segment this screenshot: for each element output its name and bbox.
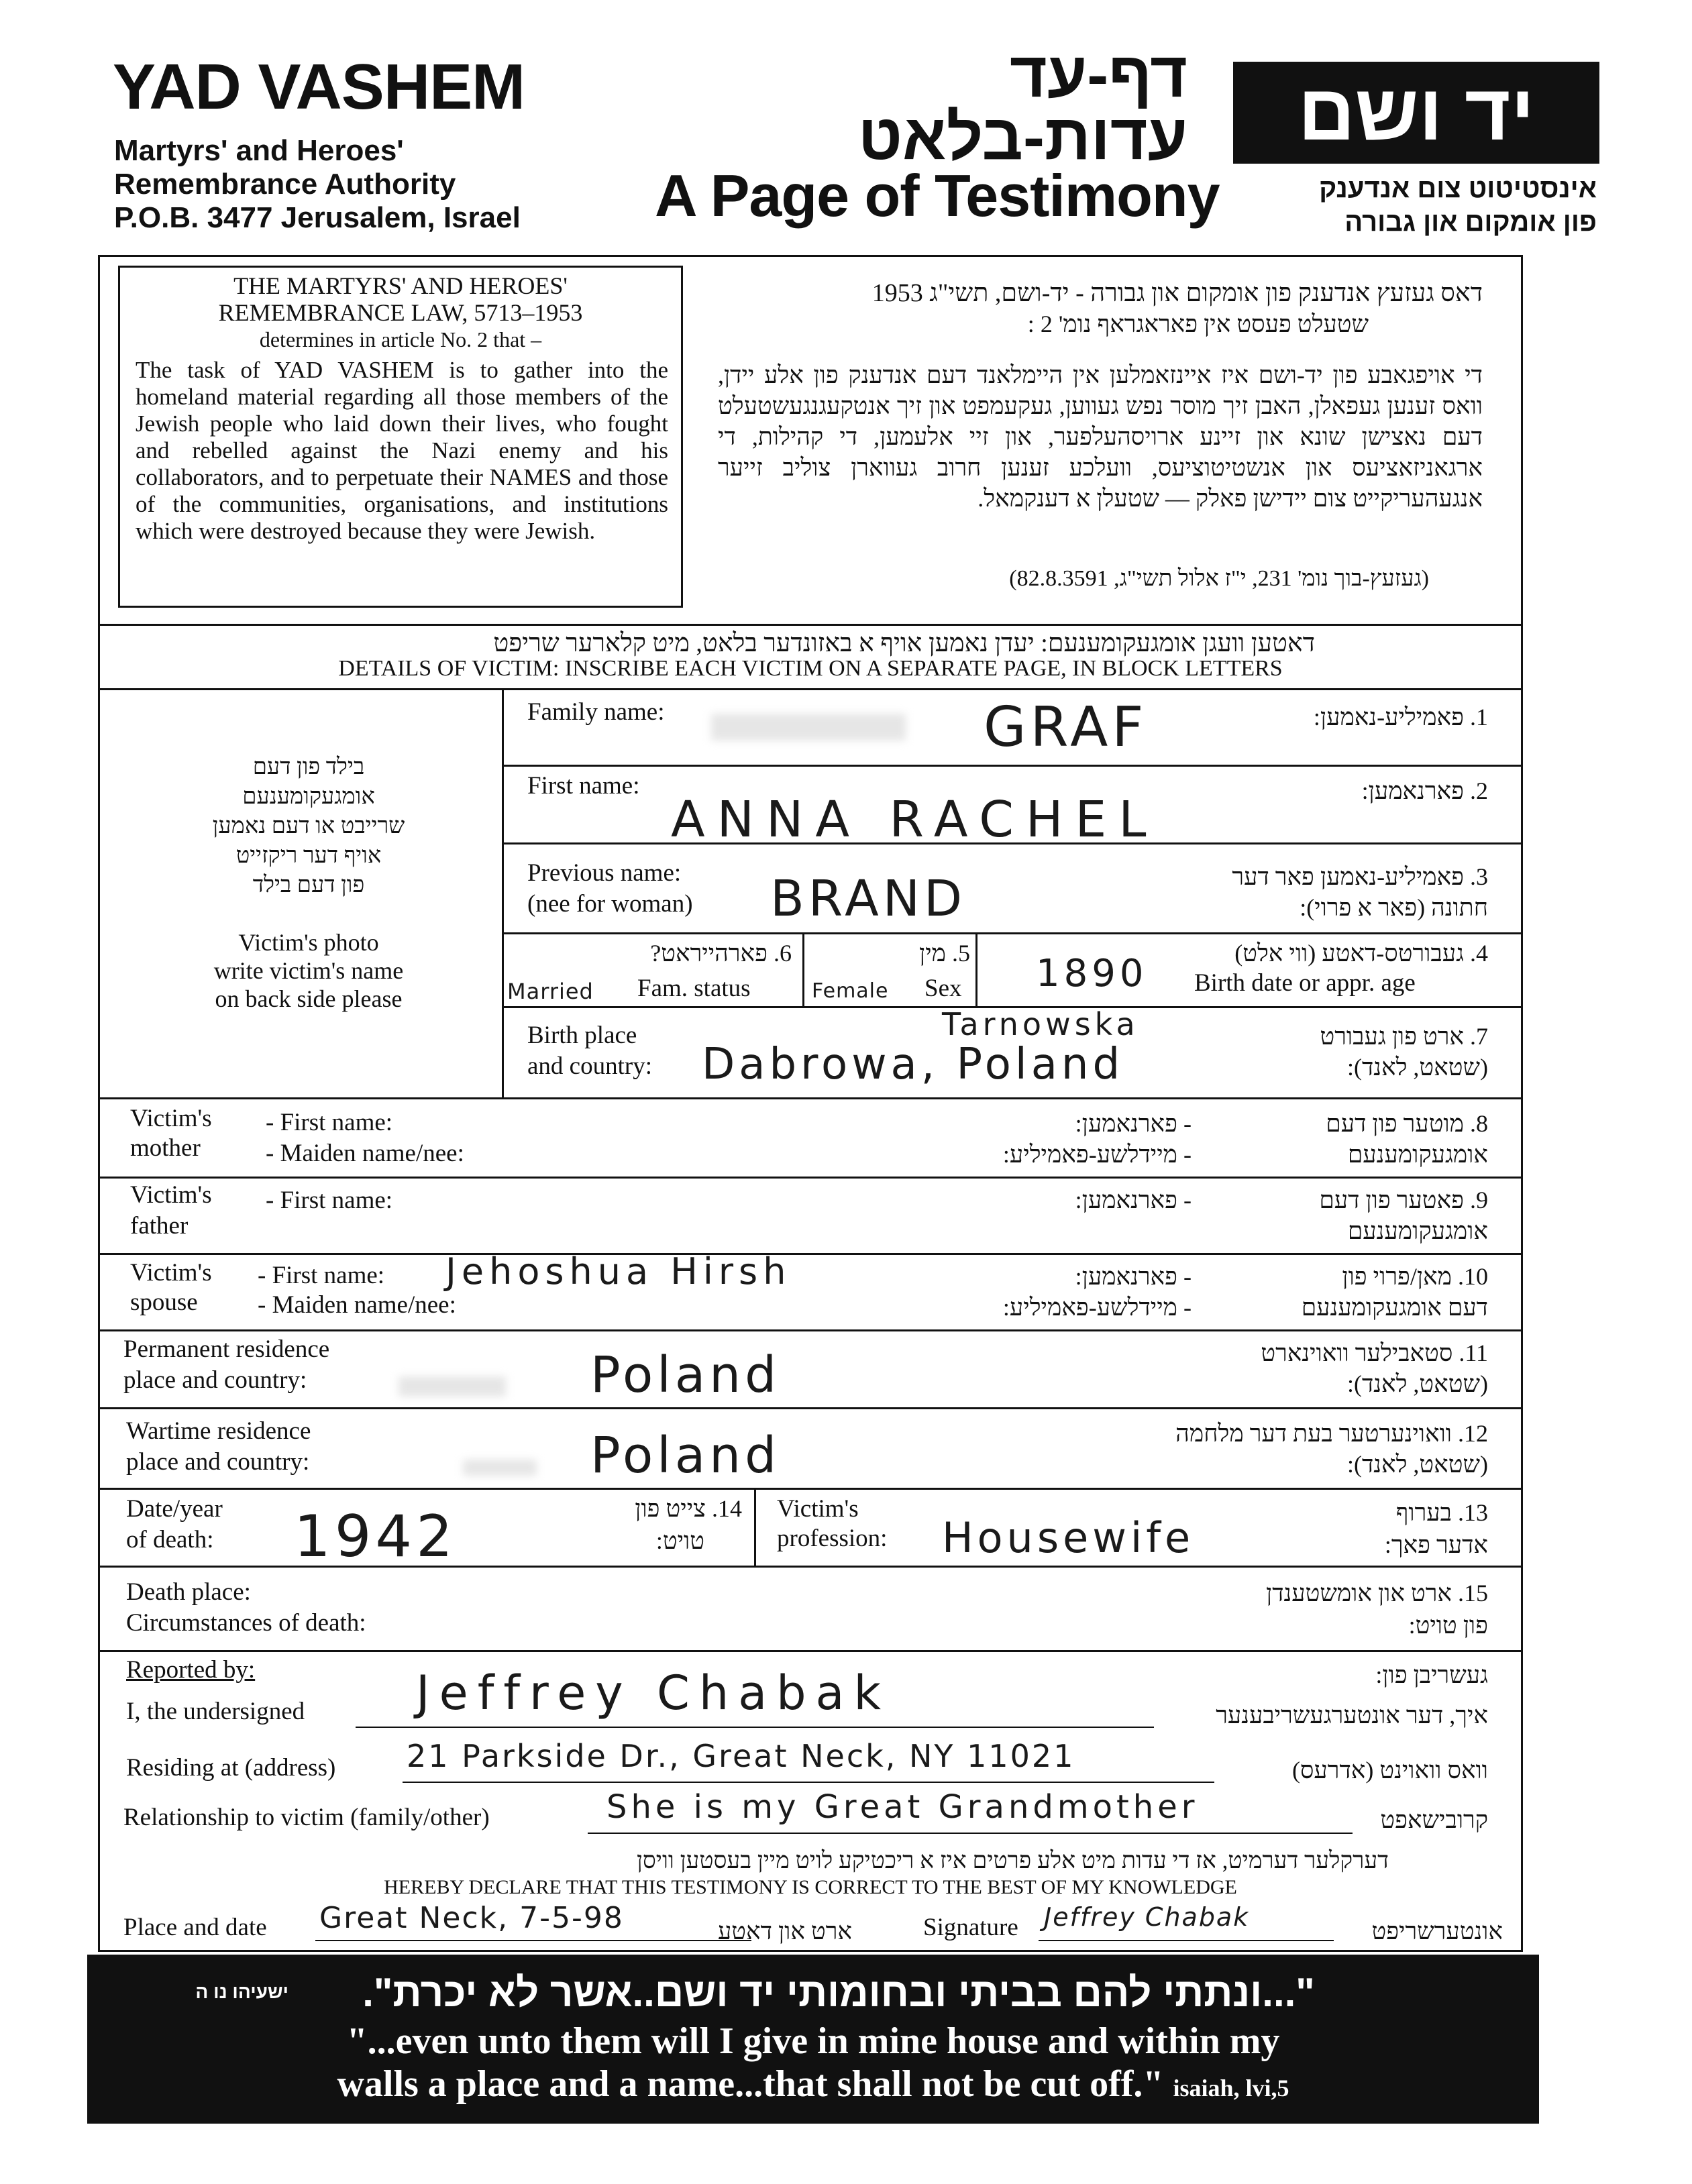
family-name-label-yi: 1. פאמיליע-נאמען: [1313, 704, 1488, 730]
verse-en-1: "...even unto them will I give in mine house and within my [346, 2020, 1280, 2062]
spouse-first-value[interactable]: Jehoshua Hirsh [445, 1250, 792, 1293]
death-date-label-2: of death: [126, 1526, 214, 1553]
mother-num-yi-2: אומגעקומענעם [1347, 1141, 1488, 1168]
father-first-label-yi: - פארנאמען: [1075, 1187, 1192, 1213]
wartime-residence-value[interactable]: Poland [590, 1427, 781, 1484]
details-heading-en: DETAILS OF VICTIM: INSCRIBE EACH VICTIM ON A SEPARATE PAGE, IN BLOCK LETTERS [338, 656, 1283, 681]
law-yiddish-body: די אויפגאבע פון יד-ושם איז איינזאמלען אין היימלאנד דעם אנדענק פון אלע יידן, וואס זענען געפאלן, האבן זיך מוסר נפש געווען, געקעמפט און זיך אנטקעגנגעשטעלט דעם נאצישן שונא און זיינע ארויסהעלפער, און זיי אלעמען, די קהילות, די ארגאניזאציעס און אנשטיטוציעס, וועלכע זענען חרוב געווארן צוליב זייער אנגעהעריקייט צום יידישן פאלק — שטעלן א דענקמאל. [718, 362, 1483, 512]
previous-name-label-yi-1: 3. פאמיליע-נאמען פאר דער [1232, 863, 1488, 890]
photo-yi-line-2: אומגעקומענעם [242, 784, 375, 809]
law-yiddish-ref: (געזעץ-בוך נומ' 231, י"ז אלול תשי"ג, 82.8.3591) [1009, 566, 1429, 591]
logo-sub-2: פון אומקום און גבורה [1344, 207, 1597, 237]
row-rule-2 [502, 842, 1523, 844]
family-name-value[interactable]: GRAF [984, 696, 1148, 759]
declaration-yi: דערקלער דערמיט, אז די עדות מיט אלע פרטים איז א ריכטיקע לויט מיין בעסטען וויסן [636, 1847, 1389, 1873]
birth-date-label-yi: 4. געבורטס-דאטע (ווי אלט) [1234, 940, 1488, 967]
spouse-first-label: - First name: [258, 1262, 385, 1289]
row-rule-5 [98, 1097, 1523, 1099]
photo-divider [502, 688, 504, 1097]
death-date-label-1: Date/year [126, 1495, 223, 1523]
yad-vashem-logo [1233, 62, 1599, 164]
mother-first-label: - First name: [266, 1109, 393, 1136]
family-name-label: Family name: [527, 698, 665, 726]
row-rule-10 [98, 1488, 1523, 1490]
address-label-yi: וואס וואוינט (אדרעס) [1291, 1757, 1488, 1784]
father-num-yi-2: אומגעקומענעם [1347, 1217, 1488, 1244]
signature-value[interactable]: Jeffrey Chabak [1044, 1902, 1250, 1932]
death-place-label-2: Circumstances of death: [126, 1609, 366, 1637]
first-name-value[interactable]: ANNA RACHEL [671, 791, 1159, 849]
row-rule-8 [98, 1329, 1523, 1331]
photo-instructions-yi [134, 753, 483, 900]
wartime-residence-label-2: place and country: [126, 1448, 310, 1476]
profession-label-2: profession: [777, 1525, 888, 1552]
previous-name-value[interactable]: BRAND [770, 870, 967, 928]
first-name-label: First name: [527, 772, 640, 800]
birth-place-label-2: and country: [527, 1052, 652, 1080]
law-yiddish-title-2: שטעלט פעסט אין פאראגראף נומ' 2 : [1027, 311, 1369, 337]
place-date-label: Place and date [123, 1914, 267, 1941]
photo-yi-line-3: שרייבט או דעם נאמען [212, 814, 405, 838]
spouse-num-yi-2: דעם אומגעקומענעם [1301, 1294, 1488, 1321]
title-yiddish-2: עדות-בלאט [857, 101, 1187, 173]
address-label: Residing at (address) [126, 1754, 336, 1782]
father-title-2: father [130, 1212, 189, 1240]
permanent-residence-label-yi-2: (שטאט, לאנד): [1346, 1370, 1488, 1397]
relationship-value[interactable]: She is my Great Grandmother [606, 1788, 1199, 1826]
profession-value[interactable]: Housewife [942, 1513, 1195, 1562]
row-rule-7 [98, 1253, 1523, 1255]
relationship-label: Relationship to victim (family/other) [123, 1804, 490, 1831]
previous-name-label-yi-2: חתונה (פאר א פרוי): [1300, 894, 1488, 921]
mother-maiden-label-yi: - מיידלשע-פאמיליע: [1002, 1141, 1192, 1168]
col-rule-c [754, 1488, 756, 1566]
details-top-rule [98, 624, 1523, 626]
signature-line [1039, 1940, 1334, 1941]
place-date-value[interactable]: Great Neck, 7-5-98 [319, 1901, 624, 1935]
redacted-wartime-place [463, 1460, 537, 1476]
father-num-yi-1: 9. פאטער פון דעם [1319, 1187, 1488, 1213]
father-first-label: - First name: [266, 1187, 393, 1214]
birth-date-label: Birth date or appr. age [1194, 969, 1416, 997]
wartime-residence-label-1: Wartime residence [126, 1417, 311, 1445]
law-yiddish-title-1: דאס געזעץ אנדענק פון אומקום און גבורה - יד-ושם, תשי"ג 1953 [871, 279, 1483, 307]
mother-maiden-label: - Maiden name/nee: [266, 1140, 464, 1167]
spouse-num-yi-1: 10. מאן/פרוי פון [1342, 1263, 1488, 1290]
reported-by-title: Reported by: [126, 1656, 256, 1684]
death-date-label-yi-1: 14. צייט פון [635, 1495, 742, 1522]
verse-ref-he: ישעיהו נו ה [195, 1981, 288, 2002]
logo-sub-1: אינסטיטוט צום אנדענק [1319, 174, 1597, 203]
law-english-title-2: REMEMBRANCE LAW, 5713–1953 [218, 299, 583, 326]
law-english-title-1: THE MARTYRS' AND HEROES' [233, 272, 568, 299]
permanent-residence-label-1: Permanent residence [123, 1335, 330, 1363]
spouse-title-1: Victim's [130, 1259, 212, 1287]
title-yiddish-1: דף-עד [1010, 39, 1187, 111]
fam-status-value[interactable]: Married [507, 979, 594, 1004]
redacted-permanent-place [399, 1376, 506, 1397]
row-rule-9 [98, 1407, 1523, 1409]
spouse-first-label-yi: - פארנאמען: [1075, 1263, 1192, 1290]
spouse-title-2: spouse [130, 1289, 198, 1316]
address-line [403, 1782, 1214, 1783]
row-rule-6 [98, 1177, 1523, 1179]
photo-yi-line-5: פון דעם בילד [252, 873, 365, 897]
undersigned-label-yi: איך, דער אונטערגעשריבענער [1216, 1702, 1488, 1729]
logo-text: יד ושם [1298, 68, 1535, 157]
death-date-value[interactable]: 1942 [294, 1503, 457, 1570]
undersigned-value[interactable]: Jeffrey Chabak [416, 1666, 890, 1721]
org-line-2: Remembrance Authority [114, 168, 456, 201]
footer-verse-band [87, 1955, 1539, 2124]
permanent-residence-label-2: place and country: [123, 1366, 307, 1394]
death-place-label-yi-2: פון טויט: [1408, 1612, 1488, 1639]
reported-by-title-yi: געשריבן פון: [1375, 1661, 1488, 1688]
mother-title-1: Victim's [130, 1105, 212, 1132]
mother-first-label-yi: - פארנאמען: [1075, 1110, 1192, 1137]
law-english-body: The task of YAD VASHEM is to gather into the homeland material regarding all those members of the Jewish people who laid down their lives, who fought and rebelled against the Nazi enemy and his collaborators, and to perpetuate their NAMES and those of the communities, organisations, and institutions which were destroyed because they were Jewish. [136, 357, 668, 544]
father-title-1: Victim's [130, 1181, 212, 1209]
law-english-title-3: determines in article No. 2 that – [259, 327, 542, 351]
first-name-label-yi: 2. פארנאמען: [1361, 777, 1488, 804]
birth-place-insert[interactable]: Tarnowska [942, 1006, 1139, 1042]
spouse-maiden-label: - Maiden name/nee: [258, 1291, 456, 1319]
details-bottom-rule [98, 688, 1523, 690]
death-place-label-1: Death place: [126, 1578, 251, 1606]
mother-num-yi-1: 8. מוטער פון דעם [1326, 1110, 1488, 1137]
profession-label-yi-1: 13. בערוף [1395, 1499, 1488, 1526]
undersigned-line [356, 1727, 1154, 1728]
photo-yi-line-1: בילד פון דעם [252, 755, 365, 779]
sex-value[interactable]: Female [812, 979, 889, 1003]
verse-en-2 [87, 2062, 1539, 2110]
title-english: A Page of Testimony [655, 162, 1220, 229]
place-date-label-yi: ארט און דאטע [717, 1918, 852, 1945]
mother-title-2: mother [130, 1134, 201, 1162]
signature-label-yi: אונטערשריפט [1371, 1918, 1503, 1945]
signature-label: Signature [923, 1914, 1018, 1941]
wartime-residence-label-yi-2: (שטאט, לאנד): [1346, 1451, 1488, 1478]
photo-en-line-2: write victim's name [213, 957, 404, 984]
relationship-label-yi: קרובישאפט [1380, 1806, 1488, 1833]
previous-name-label-1: Previous name: [527, 859, 682, 887]
fam-status-label-yi: 6. פארהייראט? [650, 940, 792, 967]
org-line-3: P.O.B. 3477 Jerusalem, Israel [114, 201, 521, 234]
verse-he: "...ונתתי להם בביתי ובחומותי יד ושם..אשר לא יכרת". [362, 1970, 1315, 2015]
birth-place-label-yi-1: 7. ארט פון געבורט [1320, 1023, 1488, 1050]
death-date-label-yi-2: טויט: [655, 1527, 704, 1554]
org-name: YAD VASHEM [113, 51, 525, 123]
undersigned-label: I, the undersigned [126, 1698, 305, 1725]
photo-en-line-1: Victim's photo [238, 929, 379, 956]
row-rule-12 [98, 1650, 1523, 1652]
permanent-residence-label-yi-1: 11. סטאבילער וואוינארט [1261, 1340, 1488, 1366]
declaration-en: HEREBY DECLARE THAT THIS TESTIMONY IS CORRECT TO THE BEST OF MY KNOWLEDGE [384, 1876, 1237, 1898]
row-rule-11 [98, 1566, 1523, 1568]
spouse-maiden-label-yi: - מיידלשע-פאמיליע: [1002, 1294, 1192, 1321]
org-line-1: Martyrs' and Heroes' [114, 134, 404, 167]
permanent-residence-value[interactable]: Poland [590, 1346, 781, 1404]
details-heading-yi: דאטען וועגן אומגעקומענעם: יעדן נאמען אויף א באזונדער בלאט, מיט קלארער שריפט [493, 629, 1315, 657]
relationship-line [588, 1833, 1353, 1834]
redacted-family-name-part [711, 714, 906, 741]
birth-place-label-1: Birth place [527, 1022, 637, 1049]
col-rule-b [975, 932, 977, 1006]
row-rule-3 [502, 932, 1523, 934]
photo-instructions-en [134, 928, 483, 1013]
wartime-residence-label-yi-1: 12. וואוינערטער בעת דער מלחמה [1175, 1420, 1488, 1447]
sex-label: Sex [924, 975, 962, 1002]
col-rule-a [802, 932, 804, 1006]
previous-name-label-2: (nee for woman) [527, 890, 693, 918]
fam-status-label: Fam. status [637, 975, 751, 1002]
birth-date-value[interactable]: 1890 [1036, 952, 1148, 995]
birth-place-label-yi-2: (שטאט, לאנד): [1346, 1054, 1488, 1081]
photo-yi-line-4: אויף דער ריקזייט [235, 843, 382, 868]
death-place-label-yi-1: 15. ארט און אומשטענדן [1266, 1580, 1488, 1606]
verse-ref-en: isaiah, lvi,5 [1173, 2075, 1289, 2101]
verse-en-2-text: walls a place and a name...that shall not be cut off." [337, 2063, 1164, 2105]
address-value[interactable]: 21 Parkside Dr., Great Neck, NY 11021 [407, 1738, 1075, 1774]
profession-label-yi-2: אדער פאך: [1384, 1531, 1488, 1558]
profession-label-1: Victim's [777, 1495, 859, 1523]
photo-en-line-3: on back side please [215, 985, 403, 1012]
row-rule-1 [502, 765, 1523, 767]
sex-label-yi: 5. מין [919, 940, 970, 967]
birth-place-value[interactable]: Dabrowa, Poland [702, 1040, 1124, 1089]
